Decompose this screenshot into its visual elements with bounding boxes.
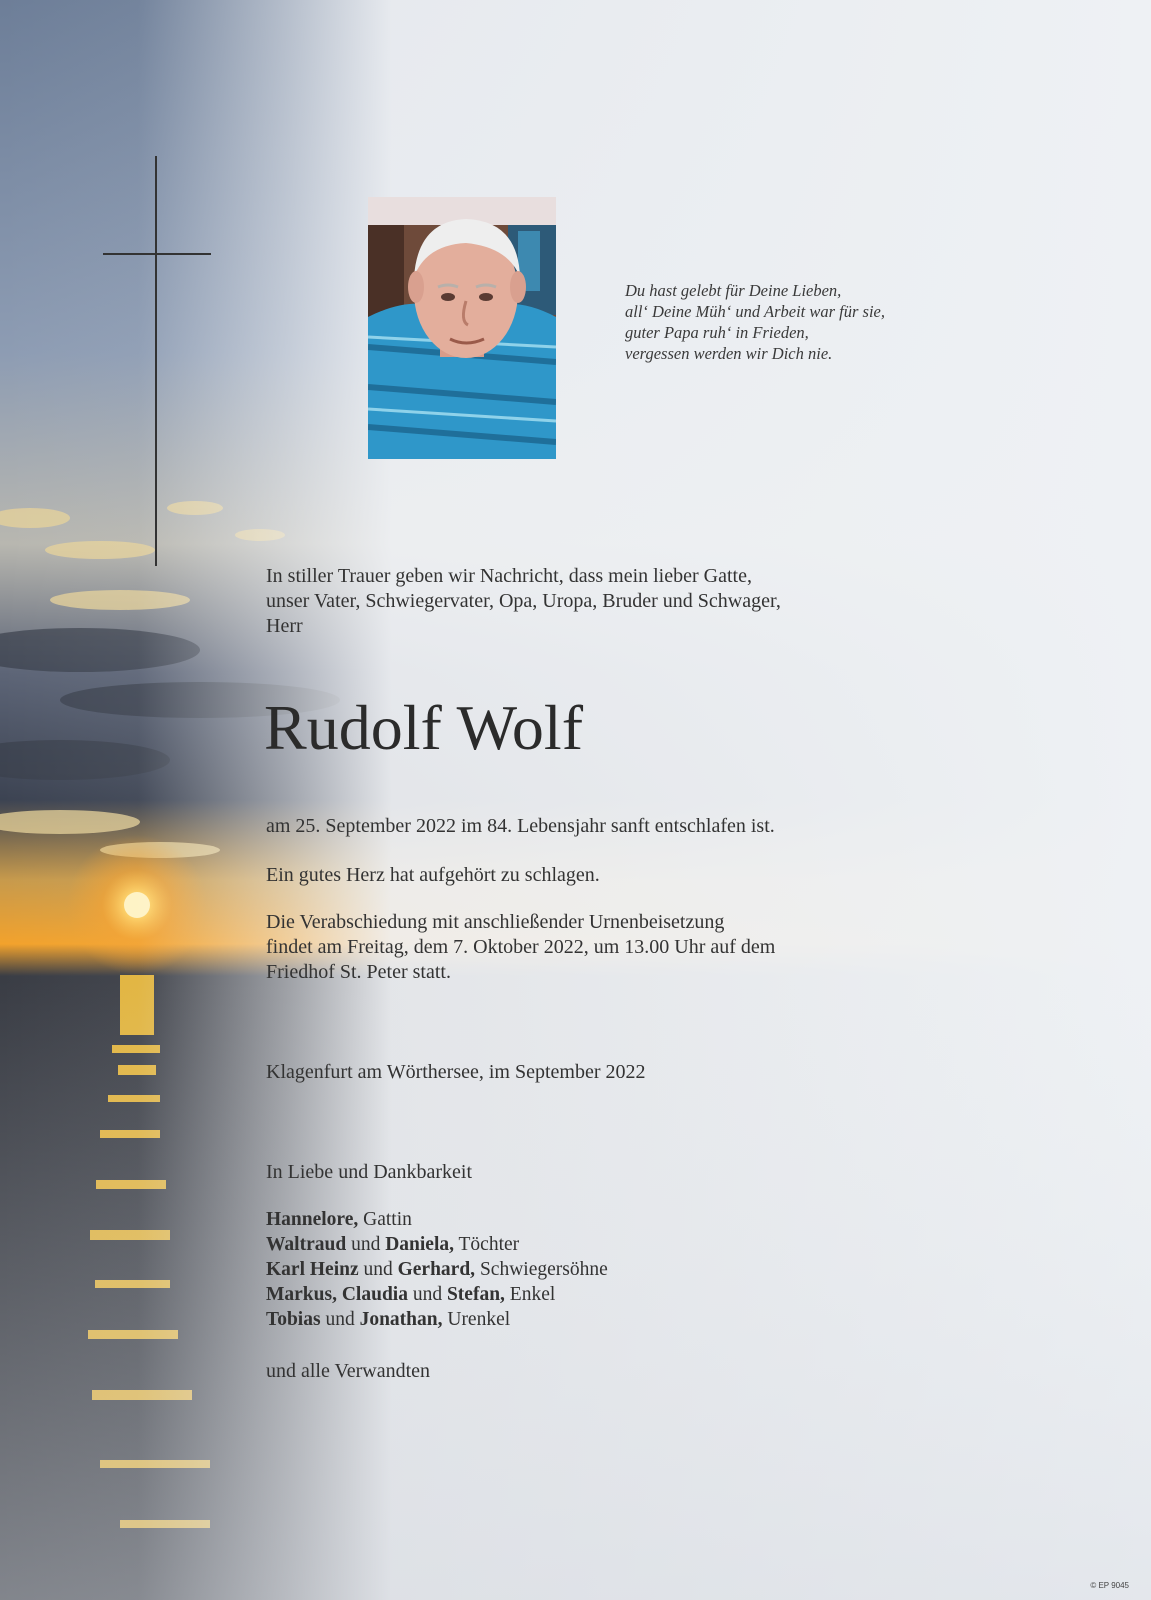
intro-line: unser Vater, Schwiegervater, Opa, Uropa, Bruder und Schwager, [266,590,781,612]
cross-icon-bar [103,253,211,255]
intro-line: Herr [266,615,303,637]
family-relation: Schwiegersöhne [475,1259,608,1280]
family-member-row [266,1257,608,1282]
family-member-row [266,1282,608,1307]
family-member-name: Jonathan, [359,1309,443,1330]
family-relation: Töchter [453,1234,520,1255]
ceremony-line: findet am Freitag, dem 7. Oktober 2022, um 13.00 Uhr auf dem [266,936,776,958]
family-member-name: Karl Heinz [266,1259,359,1280]
family-relation: Enkel [504,1284,556,1305]
family-member-name: Markus, [266,1284,337,1305]
family-member-row [266,1307,608,1332]
quote-line: vergessen werden wir Dich nie. [625,344,833,363]
intro-text [266,564,781,639]
family-heading: In Liebe und Dankbarkeit [266,1161,473,1183]
intro-line: In stiller Trauer geben wir Nachricht, dass mein lieber Gatte, [266,565,752,587]
death-notice: am 25. September 2022 im 84. Lebensjahr sanft entschlafen ist. [266,815,775,837]
family-relation: und [407,1284,447,1305]
family-member-name: Waltraud [266,1234,347,1255]
portrait-photo [368,197,556,459]
memorial-quote [625,280,885,364]
ceremony-line: Friedhof St. Peter statt. [266,961,451,983]
deceased-name: Rudolf Wolf [264,692,583,763]
family-relation: und [358,1259,398,1280]
place-date: Klagenfurt am Wörthersee, im September 2022 [266,1061,646,1083]
quote-line: guter Papa ruh‘ in Frieden, [625,323,809,342]
family-member-row [266,1232,608,1257]
family-member-row [266,1207,608,1232]
family-member-name: Gerhard, [397,1259,476,1280]
family-member-name: Claudia [341,1284,408,1305]
family-member-name: Daniela, [385,1234,454,1255]
family-list [266,1207,608,1332]
ceremony-info [266,910,775,985]
quote-line: all‘ Deine Müh‘ und Arbeit war für sie, [625,302,886,321]
family-relation: Gattin [358,1209,412,1230]
family-member-name: Hannelore, [266,1209,359,1230]
ceremony-line: Die Verabschiedung mit anschließender Urnenbeisetzung [266,911,725,933]
family-member-name: Tobias [266,1309,321,1330]
family-member-name: Stefan, [446,1284,505,1305]
family-relation: und [320,1309,360,1330]
quote-line: Du hast gelebt für Deine Lieben, [625,281,842,300]
family-relation: und [346,1234,386,1255]
cross-icon [155,156,157,566]
copyright-mark: © EP 9045 [1090,1581,1129,1590]
family-closing: und alle Verwandten [266,1360,431,1382]
family-relation: Urenkel [442,1309,511,1330]
heart-line: Ein gutes Herz hat aufgehört zu schlagen. [266,864,600,886]
